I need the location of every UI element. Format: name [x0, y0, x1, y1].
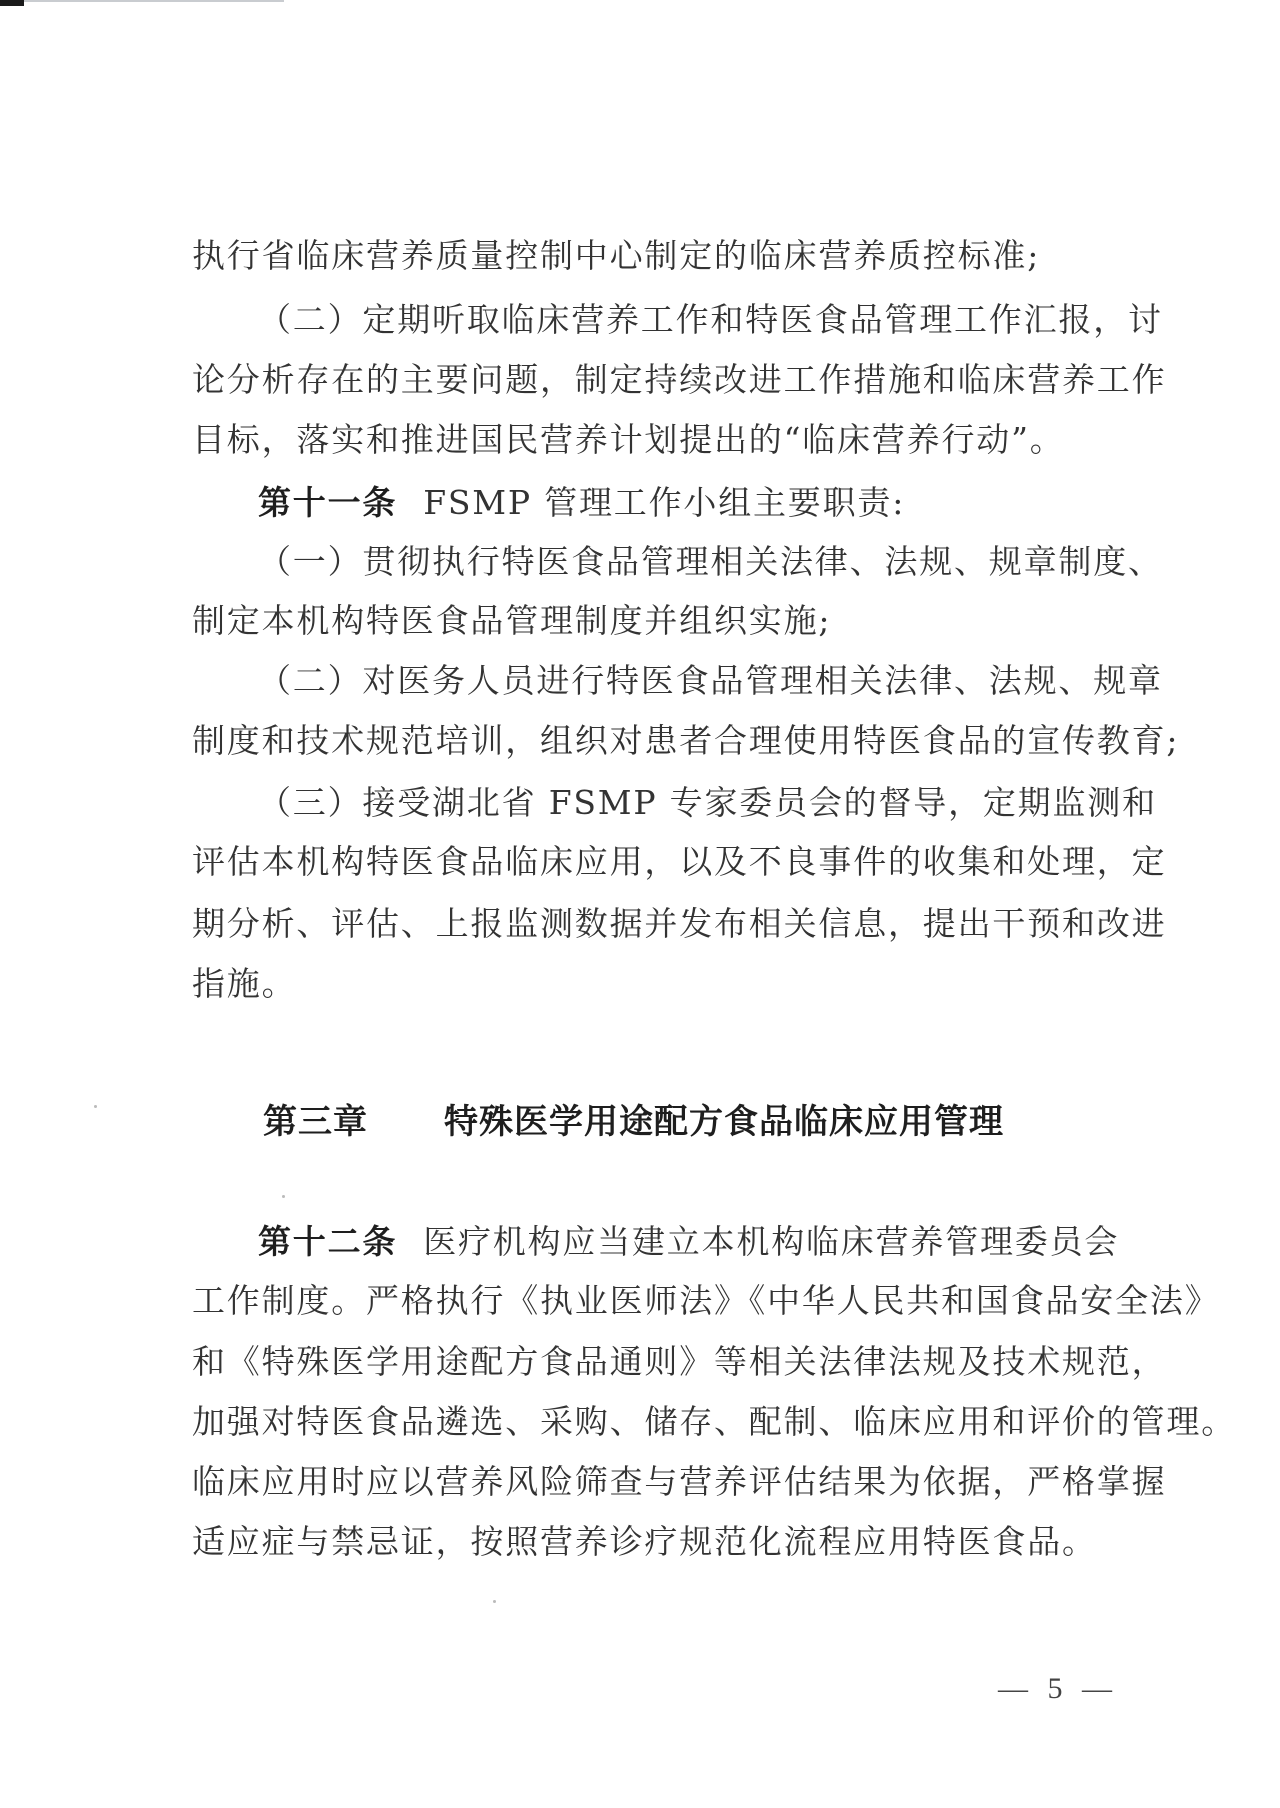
- chapter-number: 第三章: [263, 1102, 368, 1142]
- body-line: 制度和技术规范培训，组织对患者合理使用特医食品的宣传教育;: [192, 721, 1180, 760]
- body-line: 目标，落实和推进国民营养计划提出的“临床营养行动”。: [192, 420, 1065, 459]
- body-line: 论分析存在的主要问题，制定持续改进工作措施和临床营养工作: [192, 360, 1167, 399]
- body-line: （一）贯彻执行特医食品管理相关法律、法规、规章制度、: [258, 542, 1163, 581]
- body-line: 评估本机构特医食品临床应用，以及不良事件的收集和处理，定: [192, 842, 1167, 881]
- article-text: FSMP 管理工作小组主要职责:: [423, 483, 906, 522]
- article-text: 医疗机构应当建立本机构临床营养管理委员会: [423, 1222, 1120, 1261]
- body-line: 指施。: [192, 964, 297, 1003]
- page-number: — 5 —: [998, 1672, 1118, 1705]
- body-line: （二）对医务人员进行特医食品管理相关法律、法规、规章: [258, 661, 1163, 700]
- body-line: 适应症与禁忌证，按照营养诊疗规范化流程应用特医食品。: [192, 1522, 1097, 1561]
- article-label: 第十一条: [258, 483, 398, 522]
- body-line: 期分析、评估、上报监测数据并发布相关信息，提出干预和改进: [192, 904, 1167, 943]
- body-line: 和《特殊医学用途配方食品通则》等相关法律法规及技术规范，: [192, 1342, 1167, 1381]
- scan-speck: [282, 1195, 285, 1198]
- body-line: （三）接受湖北省 FSMP 专家委员会的督导，定期监测和: [258, 783, 1157, 822]
- article-label: 第十二条: [258, 1222, 398, 1261]
- chapter-heading: [263, 1102, 1004, 1142]
- chapter-title: 特殊医学用途配方食品临床应用管理: [444, 1102, 1004, 1142]
- body-line: 制定本机构特医食品管理制度并组织实施;: [192, 601, 832, 640]
- body-line: 临床应用时应以营养风险筛查与营养评估结果为依据，严格掌握: [192, 1462, 1167, 1501]
- body-line: 工作制度。严格执行《执业医师法》《中华人民共和国食品安全法》: [192, 1281, 1220, 1320]
- article-11-line: [258, 483, 1198, 523]
- body-line: 执行省临床营养质量控制中心制定的临床营养质控标准;: [192, 236, 1041, 275]
- body-line: 加强对特医食品遴选、采购、储存、配制、临床应用和评价的管理。: [192, 1402, 1236, 1441]
- article-12-line: [258, 1222, 1198, 1262]
- scan-speck: [493, 1600, 496, 1603]
- body-line: （二）定期听取临床营养工作和特医食品管理工作汇报，讨: [258, 300, 1163, 339]
- scan-speck: [94, 1105, 97, 1108]
